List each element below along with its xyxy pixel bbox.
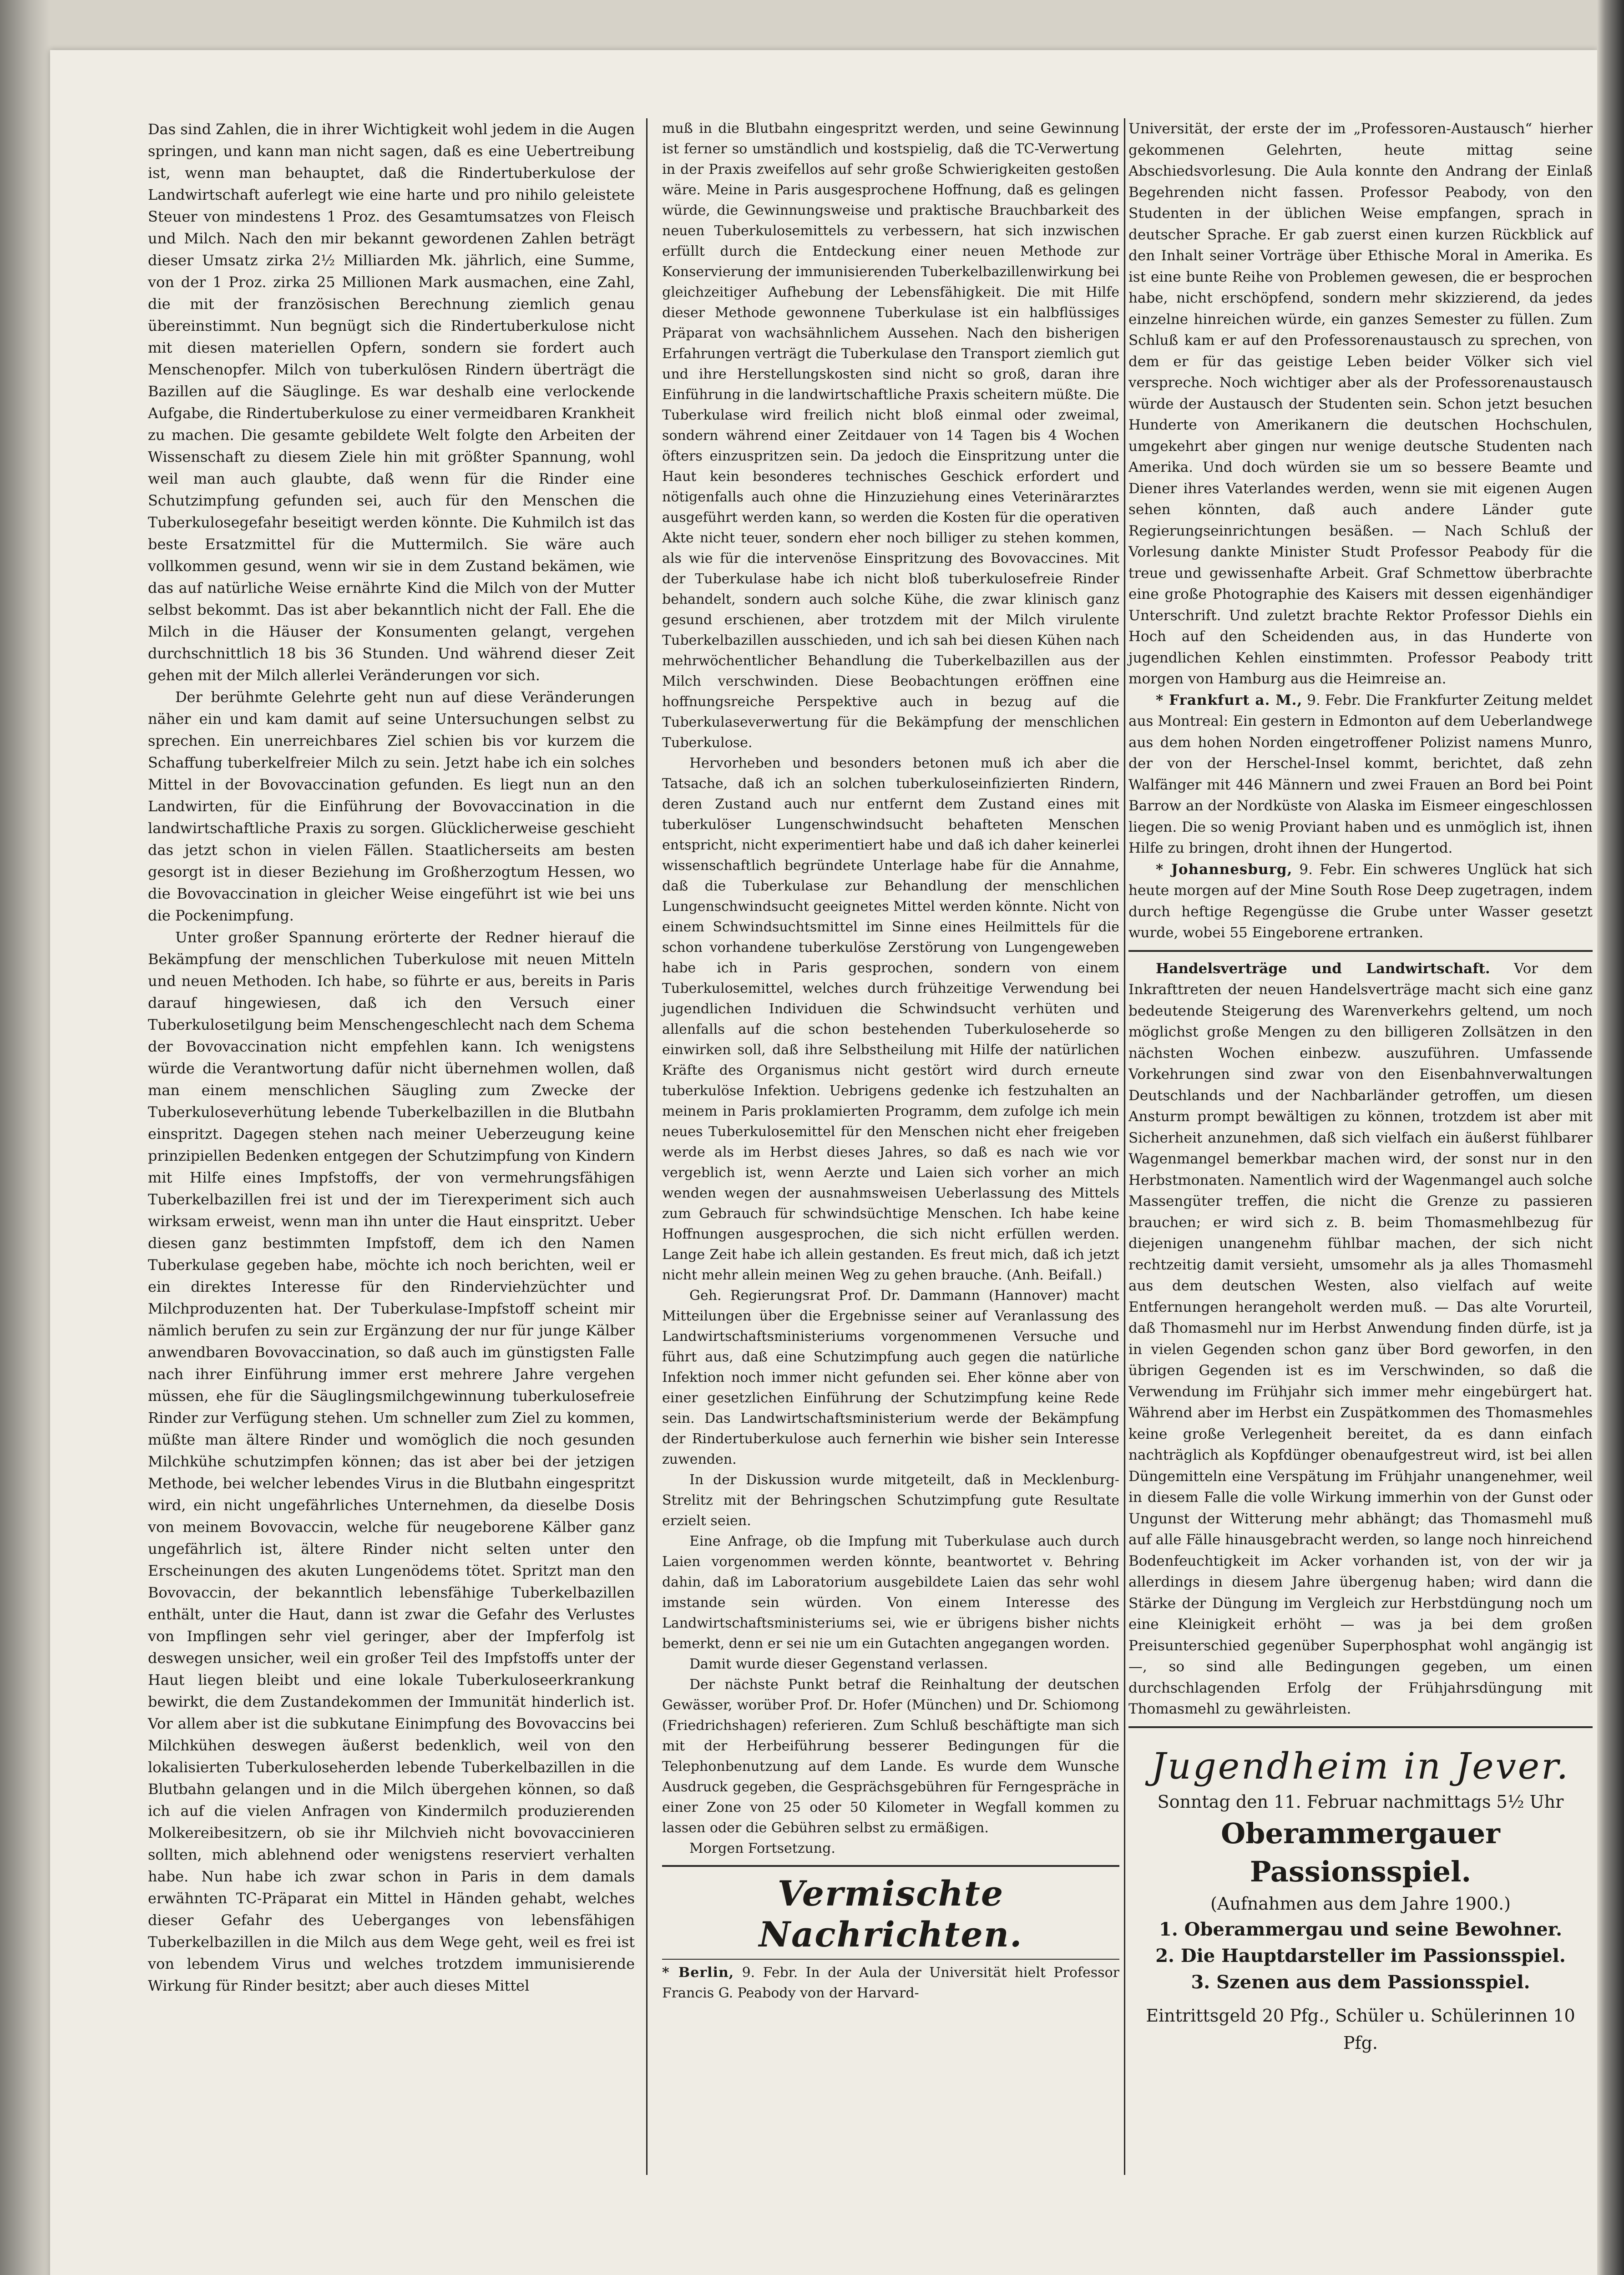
- dateline-berlin: * Berlin,: [662, 1965, 734, 1981]
- ad-subtitle: (Aufnahmen aus dem Jahre 1900.): [1210, 1893, 1511, 1914]
- dateline-johannesburg: * Johannesburg,: [1156, 861, 1293, 878]
- article-paragraph: Eine Anfrage, ob die Impfung mit Tuberkulase auch durch Laien vorgenommen werden könnte, beantwortet v. Behring dahin, daß im Laboratorium ausgebildete Laien das sehr wohl imstande sein würden. Von einem Interesse des Landwirtschaftsministeriums sei, wie er übrigens bisher nichts bemerkt, denn er sei nie um ein Gutachten angegangen worden.: [662, 1533, 1119, 1652]
- ad-program-item: 1. Oberammergau und seine Bewohner.: [1159, 1918, 1562, 1940]
- article-title-handel: Handelsverträge und Landwirtschaft.: [1156, 960, 1490, 977]
- ad-program-item: 3. Szenen aus dem Passionsspiel.: [1191, 1971, 1530, 1993]
- article-text: Vor dem Inkrafttreten der neuen Handelsverträge macht sich eine ganz bedeutende Steigerung des Warenverkehrs geltend, um noch möglichst große Mengen zu den billigeren Zollsätzen in den nächsten Wochen einbezw. auszuführen. Umfassende Vorkehrungen sind zwar von den Eisenbahnverwaltungen Deutschlands und der Nachbarländer getroffen, um diesen Ansturm prompt bewältigen zu können, trotzdem ist aber mit Sicherheit anzunehmen, daß sich vielfach ein äußerst fühlbarer Wagenmangel bemerkbar machen wird, der sonst nur in den Herbstmonaten. Namentlich wird der Wagenmangel auch solche Massengüter treffen, die nicht die Grenze zu passieren brauchen; er wird sich z. B. beim Thomasmehlbezug für diejenigen unangenehm fühlbar machen, der sich nicht rechtzeitig damit versieht, umsomehr als ja alles Thomasmehl aus dem deutschen Westen, also vielfach auf weite Entfernungen herangeholt werden muß. — Das alte Vorurteil, daß Thomasmehl nur im Herbst Anwendung finden dürfe, ist ja in vielen Gegenden schon ganz über Bord geworfen, in den übrigen Gegenden ist es im Verschwinden, so daß die Verwendung im Frühjahr sich immer mehr eingebürgert hat. Während aber im Herbst ein Zuspätkommen des Thomasmehles keine große Verlegenheit bereitet, da es dann einfach nachträglich als Kopfdünger obenaufgestreut wird, ist bei allen Düngemitteln eine Verspätung im Frühjahr unangenehmer, weil in diesem Falle die volle Wirkung immerhin von der Gunst oder Ungunst der Witterung mehr abhängt; das Thomasmehl muß auf alle Fälle hinausgebracht werden, so lange noch hinreichend Bodenfeuchtigkeit im Acker vorhanden ist, von der wir ja allerdings in diesem Jahre übergenug haben; wird dann die Stärke der Düngung im Vergleich zur Herbstdüngung noch um eine Kleinigkeit erhöht — was ja bei dem großen Preisunterschied gegenüber Superphosphat wohl angängig ist —, so sind alle Bedingungen gegeben, um einen durchschlagenden Erfolg der Frühjahrsdüngung mit Thomasmehl zu gewährleisten.: [1128, 960, 1593, 1717]
- page-edge-shadow: [1597, 0, 1624, 2275]
- article-paragraph: Der nächste Punkt betraf die Reinhaltung der deutschen Gewässer, worüber Prof. Dr. Hofer (München) und Dr. Schiomong (Friedrichshagen) referieren. Zum Schluß beschäftigte man sich mit der Herbeiführung besserer Bedingungen für die Telephonbenutzung auf dem Lande. Es wurde dem Wunsche Ausdruck gegeben, die Gesprächsgebühren für Ferngespräche in einer Zone von 25 oder 50 Kilometer in Wegfall kommen zu lassen oder die Gebühren selbst zu ermäßigen.: [662, 1677, 1119, 1836]
- article-handel: [1128, 958, 1593, 1720]
- article-paragraph: Das sind Zahlen, die in ihrer Wichtigkeit wohl jedem in die Augen springen, und kann man nicht sagen, daß es eine Uebertreibung ist, wenn man behauptet, daß die Rindertuberkulose der Landwirtschaft auferlegt wie eine harte und pro nihilo geleistete Steuer von mindestens 1 Proz. des Gesamtumsatzes von Fleisch und Milch. Nach den mir bekannt gewordenen Zahlen beträgt dieser Umsatz zirka 2½ Milliarden Mk. jährlich, eine Summe, von der 1 Proz. zirka 25 Millionen Mark ausmachen, eine Zahl, die mit der französischen Berechnung ziemlich genau übereinstimmt. Nun begnügt sich die Rindertuberkulose nicht mit diesen materiellen Opfern, sondern sie fordert auch Menschenopfer. Milch von tuberkulösen Rindern überträgt die Bazillen auf die Säuglinge. Es war deshalb eine verlockende Aufgabe, die Rindertuberkulose zu einer vermeidbaren Krankheit zu machen. Die gesamte gebildete Welt folgte den Arbeiten der Wissenschaft zu diesem Ziele hin mit größter Spannung, wohl weil man auch glaubte, daß wenn für die Rinder eine Schutzimpfung gefunden sei, auch für den Menschen die Tuberkulosegefahr beseitigt werden könnte. Die Kuhmilch ist das beste Ersatzmittel für die Muttermilch. Sie wäre auch vollkommen gesund, wenn wir sie in dem Zustand bekämen, wie das auf natürliche Weise ernährte Kind die Milch von der Mutter selbst bekommt. Das ist aber bekanntlich nicht der Fall. Ehe die Milch in die Häuser der Konsumenten gelangt, vergehen durchschnittlich 18 bis 36 Stunden. Und während dieser Zeit gehen mit der Milch allerlei Veränderungen vor sich.: [148, 121, 635, 684]
- news-item-johannesburg: [1128, 859, 1593, 944]
- article-paragraph: muß in die Blutbahn eingespritzt werden, und seine Gewinnung ist ferner so umständlich und kostspielig, daß die TC-Verwertung in der Praxis zweifellos auf sehr große Schwierigkeiten gestoßen wäre. Meine in Paris ausgesprochene Hoffnung, daß es gelingen würde, die Gewinnungsweise und praktische Brauchbarkeit des neuen Tuberkulosemittels zu verbessern, hat sich inzwischen erfüllt durch die Entdeckung einer neuen Methode zur Konservierung der immunisierenden Tuberkelbazillenwirkung bei gleichzeitiger Aufhebung der Lebensfähigkeit. Die mit Hilfe dieser Methode gewonnene Tuberkulase ist ein halbflüssiges Präparat von wachsähnlichem Aussehen. Nach den bisherigen Erfahrungen verträgt die Tuberkulase den Transport ziemlich gut und ihre Herstellungskosten sind nicht so groß, daran ihre Einführung in die landwirtschaftliche Praxis scheitern müßte. Die Tuberkulase wird freilich nicht bloß einmal oder zweimal, sondern während einer Zeitdauer von 14 Tagen bis 4 Wochen öfters einzuspritzen sein. Da jedoch die Einspritzung unter die Haut kein besonderes technisches Geschick erfordert und nötigenfalls auch ohne die Hinzuziehung eines Veterinärarztes ausgeführt werden kann, so werden die Kosten für die operativen Akte nicht teuer, sondern eher noch billiger zu stehen kommen, als wie für die intervenöse Einspritzung des Bovovaccines. Mit der Tuberkulase habe ich nicht bloß tuberkulosefreie Rinder behandelt, sondern auch solche Kühe, die zwar klinisch ganz gesund erschienen, aber trotzdem mit der Milch virulente Tuberkelbazillen ausschieden, und ich sah bei diesen Kühen nach mehrwöchentlicher Behandlung die Tuberkelbazillen aus der Milch verschwinden. Diese Beobachtungen eröffnen eine hoffnungsreiche Perspektive auch in bezug auf die Tuberkulaseverwertung für die Bekämpfung der menschlichen Tuberkulose.: [662, 121, 1119, 751]
- advertisement: [1128, 1734, 1593, 2057]
- section-rule: [1128, 1726, 1593, 1728]
- news-text: 9. Febr. Ein schweres Unglück hat sich heute morgen auf der Mine South Rose Deep zugetragen, indem durch heftige Regengüsse die Grube unter Wasser gesetzt wurde, wobei 55 Eingeborene ertranken.: [1128, 861, 1593, 941]
- ad-event: Oberammergauer Passionsspiel.: [1221, 1816, 1500, 1888]
- article-paragraph: Der berühmte Gelehrte geht nun auf diese Veränderungen näher ein und kam damit auf seine Untersuchungen selbst zu sprechen. Ein unerreichbares Ziel schien bis vor kurzem die Schaffung tuberkelfreier Milch zu sein. Jetzt habe ich ein solches Mittel in der Bovovaccination gefunden. Es liegt nun an den Landwirten, für die Einführung der Bovovaccination in die landwirtschaftliche Praxis zu sorgen. Glücklicherweise geschieht das jetzt schon in vielen Fällen. Staatlicherseits am besten gesorgt ist in dieser Beziehung im Großherzogtum Hessen, wo die Bovovaccination in gleicher Weise eingeführt ist wie bei uns die Pockenimpfung.: [148, 688, 635, 924]
- column-divider: [1124, 118, 1125, 2175]
- article-paragraph: Universität, der erste der im „Professoren-Austausch“ hierher gekommenen Gelehrten, heute mittag seine Abschiedsvorlesung. Die Aula konnte den Andrang der Einlaß Begehrenden nicht fassen. Professor Peabody, von den Studenten in der üblichen Weise empfangen, sprach in deutscher Sprache. Er gab zuerst einen kurzen Rückblick auf den Inhalt seiner Vorträge über Ethische Moral in Amerika. Es ist eine bunte Reihe von Problemen gewesen, die er besprochen habe, nicht erschöpfend, sondern mehr skizzierend, da jedes einzelne hinreichen würde, ein ganzes Semester zu füllen. Zum Schluß kam er auf den Professorenaustausch zu sprechen, von dem er für das geistige Leben beider Völker sich viel verspreche. Noch wichtiger aber als der Professorenaustausch würde der Austausch der Studenten sein. Schon jetzt besuchen Hunderte von Amerikanern die deutschen Hochschulen, umgekehrt aber gingen nur wenige deutsche Studenten nach Amerika. Und doch würden sie um so bessere Beamte und Diener ihres Vaterlandes werden, wenn sie mit eigenen Augen sehen könnten, daß auch andere Länder gute Regierungseinrichtungen besäßen. — Nach Schluß der Vorlesung dankte Minister Studt Professor Peabody für die treue und gewissenhafte Arbeit. Graf Schmettow überbrachte eine große Photographie des Kaisers mit dessen eigenhändiger Unterschrift. Und zuletzt brachte Rektor Professor Diehls ein Hoch auf den Scheidenden aus, in das Hunderte von jugendlichen Kehlen einstimmten. Professor Peabody tritt morgen von Hamburg aus die Heimreise an.: [1128, 121, 1593, 687]
- article-paragraph: Morgen Fortsetzung.: [689, 1840, 835, 1856]
- section-title-vermischte: Vermischte Nachrichten.: [759, 1873, 1023, 1955]
- article-paragraph: Damit wurde dieser Gegenstand verlassen.: [689, 1656, 988, 1672]
- news-item-frankfurt: [1128, 690, 1593, 859]
- dateline-frankfurt: * Frankfurt a. M.,: [1156, 692, 1303, 708]
- column-left: [148, 118, 635, 1997]
- article-paragraph: Unter großer Spannung erörterte der Redner hierauf die Bekämpfung der menschlichen Tuberkulose mit neuen Mitteln und neuen Methoden. Ich habe, so führte er aus, bereits in Paris darauf hingewiesen, daß ich den Versuch einer Tuberkulosetilgung beim Menschengeschlecht nach dem Schema der Bovovaccination nicht empfehlen kann. Ich wenigstens würde die Verantwortung dafür nicht übernehmen wollen, daß man einem menschlichen Säugling zum Zwecke der Tuberkuloseverhütung lebende Tuberkelbazillen in die Blutbahn einspritzt. Dagegen stehen nach meiner Ueberzeugung keine prinzipiellen Bedenken entgegen der Schutzimpfung von Kindern mit Hilfe eines Impfstoffs, der von vermehrungsfähigen Tuberkelbazillen frei ist und der im Tierexperiment sich auch wirksam erweist, wenn man ihn unter die Haut einspritzt. Ueber diesen ganz bestimmten Impfstoff, dem ich den Namen Tuberkulase gegeben habe, möchte ich noch berichten, weil er ein direktes Interesse für den Rinderviehzüchter und Milchproduzenten hat. Der Tuberkulase-Impfstoff scheint mir nämlich berufen zu sein zur Ergänzung der nur für junge Kälber anwendbaren Bovovaccination, so daß auch im günstigsten Falle nach ihrer Einführung immer erst mehrere Jahre vergehen müssen, ehe für die Säuglingsmilchgewinnung tuberkulosefreie Rinder zur Verfügung stehen. Um schneller zum Ziel zu kommen, müßte man ältere Rinder und womöglich die noch gesunden Milchkühe schutzimpfen können; das ist aber bei der jetzigen Methode, bei welcher lebendes Virus in die Blutbahn eingespritzt wird, ein nicht ungefährliches Unternehmen, da dieselbe Dosis von meinem Bovovaccin, welche für neugeborene Kälber ganz ungefährlich ist, ältere Rinder nicht selten unter den Erscheinungen des akuten Lungenödems tötet. Spritzt man den Bovovaccin, der bekanntlich lebensfähige Tuberkelbazillen enthält, unter die Haut, dann ist zwar die Gefahr des Verlustes von Impflingen sehr viel geringer, aber der Impferfolg ist deswegen unsicher, weil ein großer Teil des Impfstoffs unter der Haut liegen bleibt und eine lokale Tuberkuloseerkrankung bewirkt, die dem Zustandekommen der Immunität hinderlich ist. Vor allem aber ist die subkutane Einimpfung des Bovovaccins bei Milchkühen deswegen äußerst bedenklich, weil von den lokalisierten Tuberkuloseherden lebende Tuberkelbazillen in die Blutbahn gelangen und in die Milch übergehen können, so daß ich auf die vielen Anfragen von Kindermilch produzierenden Molkereibesitzern, ob sie ihr Milchvieh nicht bovovaccinieren sollten, mich ablehnend oder wenigstens reserviert verhalten habe. Nun habe ich zwar schon in Paris in dem damals erwähnten TC-Präparat ein Mittel in Händen gehabt, welches dieser Gefahr des Ueberganges von lebensfähigen Tuberkelbazillen in die Milch aus dem Wege geht, weil es frei ist von lebendem Virus und welches trotzdem immunisierende Wirkung für Rinder besitzt; aber auch dieses Mittel: [148, 929, 635, 1994]
- news-text: 9. Febr. Die Frankfurter Zeitung meldet aus Montreal: Ein gestern in Edmonton auf dem Ueberlandwege aus dem hohen Norden eingetroffener Polizist namens Munro, der von der Herschel-Insel kommt, berichtet, daß zehn Walfänger mit 446 Männern und zwei Frauen an Bord bei Point Barrow an der Nordküste von Alaska im Eismeer eingeschlossen liegen. Die so wenig Proviant haben und es unmöglich ist, ihnen Hilfe zu bringen, droht ihnen der Hungertod.: [1128, 692, 1593, 856]
- article-paragraph: Hervorheben und besonders betonen muß ich aber die Tatsache, daß ich an solchen tuberkuloseinfizierten Rindern, deren Zustand auch nur entfernt dem Zustand eines mit tuberkulöser Lungenschwindsucht behafteten Menschen entspricht, nicht experimentiert habe und daß ich daher keinerlei wissenschaftlich begründete Unterlage habe für die Annahme, daß die Tuberkulase zur Behandlung der menschlichen Lungenschwindsucht geeignetes Mittel werden könnte. Nicht von einem Schwindsuchtsmittel im Sinne eines Heilmittels für die schon vorhandene tuberkulöse Zerstörung von Lungengeweben habe ich in Paris gesprochen, sondern von einem Tuberkulosemittel, welches durch frühzeitige Verwendung bei jugendlichen Individuen die Schwindsucht verhüten und allenfalls auf die schon bestehenden Tuberkuloseherde so einwirken soll, daß ihre Selbstheilung mit Hilfe der natürlichen Kräfte des Organismus nicht gestört wird durch erneute tuberkulöse Infektion. Uebrigens gedenke ich festzuhalten an meinem in Paris proklamierten Programm, dem zufolge ich mein neues Tuberkulosemittel für den Menschen nicht eher freigeben werde als im Herbst dieses Jahres, so daß es nach wie vor vergeblich ist, wenn Aerzte und Laien sich vorher an mich wenden wegen der ausnahmsweisen Ueberlassung des Mittels zum Gebrauch für schwindsüchtige Menschen. Ich habe keine Hoffnungen ausgesprochen, die sich nicht erfüllen werden. Lange Zeit habe ich allein gestanden. Es freut mich, daß ich jetzt nicht mehr allein meinen Weg zu gehen brauche. (Anh. Beifall.): [662, 755, 1119, 1283]
- section-rule: [1128, 950, 1593, 952]
- book-binding: [0, 0, 50, 2275]
- column-right: [1128, 118, 1593, 2057]
- news-text: 9. Febr. In der Aula der Universität hielt Professor Francis G. Peabody von der Harvard-: [662, 1965, 1119, 2001]
- section-rule: [662, 1959, 1119, 1960]
- column-middle: [662, 118, 1119, 2003]
- ad-title: Jugendheim in Jever.: [1151, 1744, 1570, 1787]
- article-paragraph: Geh. Regierungsrat Prof. Dr. Dammann (Hannover) macht Mitteilungen über die Ergebnisse seiner auf Veranlassung des Landwirtschaftsministeriums vorgenommenen Versuche und führt aus, daß eine Schutzimpfung auch gegen die natürliche Infektion noch immer nicht gefunden sei. Eher könne aber von einer gesetzlichen Einführung der Schutzimpfung keine Rede sein. Das Landwirtschaftsministerium werde der Bekämpfung der Rindertuberkulose auch fernerhin wie bisher sein Interesse zuwenden.: [662, 1288, 1119, 1467]
- ad-price: Eintrittsgeld 20 Pfg., Schüler u. Schülerinnen 10 Pfg.: [1146, 2005, 1575, 2053]
- section-rule: [662, 1865, 1119, 1867]
- article-paragraph: In der Diskussion wurde mitgeteilt, daß in Mecklenburg-Strelitz mit der Behringschen Schutzimpfung gute Resultate erzielt seien.: [662, 1472, 1119, 1529]
- ad-program-item: 2. Die Hauptdarsteller im Passionsspiel.: [1155, 1945, 1566, 1967]
- ad-date: Sonntag den 11. Februar nachmittags 5½ Uhr: [1157, 1791, 1564, 1812]
- column-divider: [646, 118, 648, 2175]
- news-item-berlin: [662, 1962, 1119, 2003]
